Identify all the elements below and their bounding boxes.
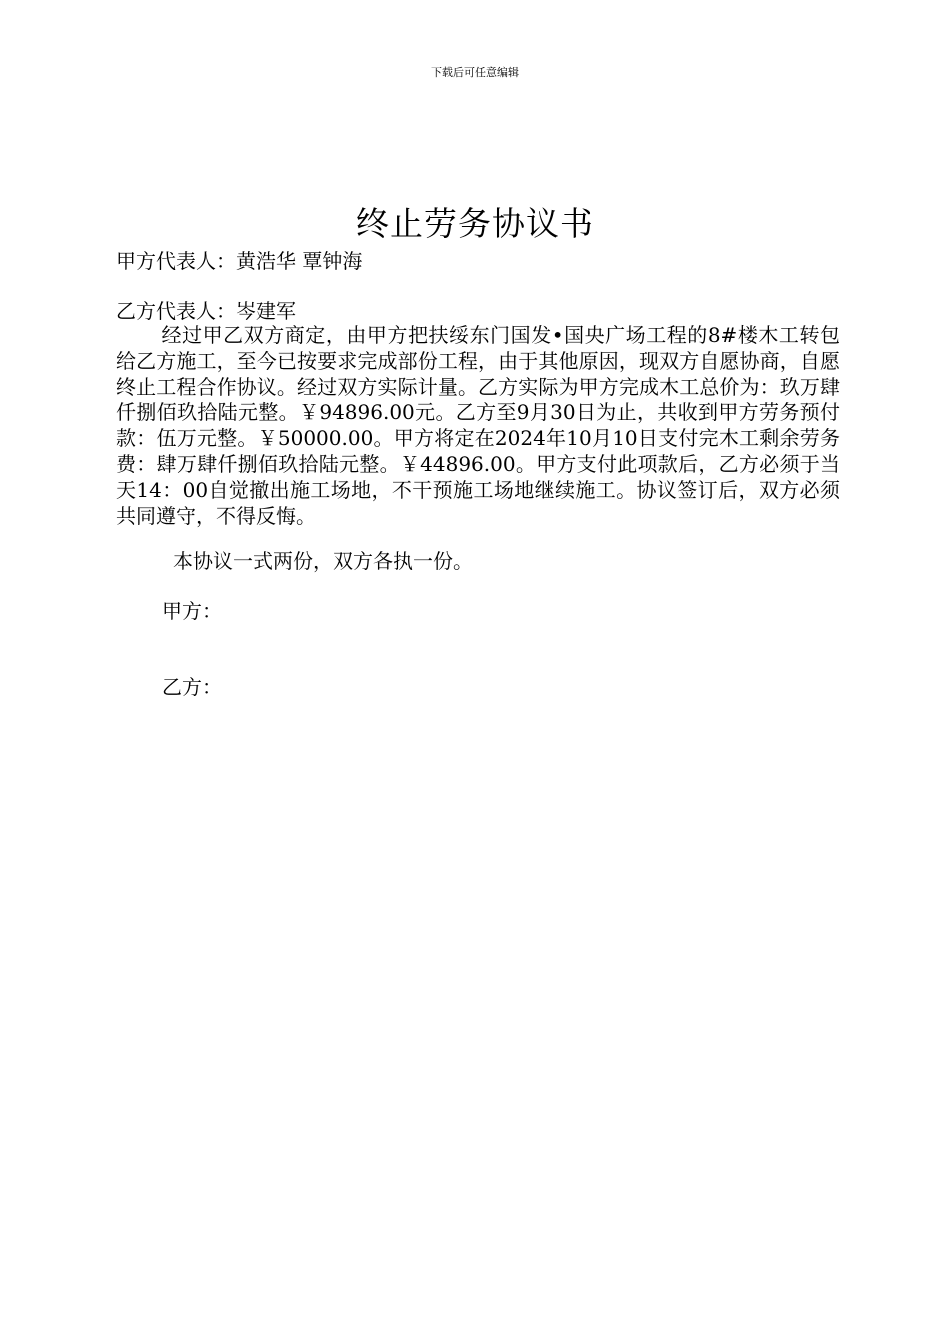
party-b-representative: 乙方代表人：岑建军 xyxy=(116,299,296,323)
header-note: 下载后可任意编辑 xyxy=(431,66,519,79)
document-title: 终止劳务协议书 xyxy=(356,204,594,243)
copies-clause: 本协议一式两份，双方各执一份。 xyxy=(173,549,473,573)
party-b-signature-label: 乙方： xyxy=(162,675,222,699)
party-a-representative: 甲方代表人：黄浩华 覃钟海 xyxy=(116,249,363,273)
agreement-body xyxy=(116,323,840,529)
agreement-text: 经过甲乙双方商定，由甲方把扶绥东门国发•国央广场工程的8#楼木工转包给乙方施工，至今已按要求完成部份工程，由于其他原因，现双方自愿协商，自愿终止工程合作协议。经过双方实际计量。乙方实际为甲方完成木工总价为：玖万肆仟捌佰玖拾陆元整。￥94896.00元。乙方至9月30日为止，共收到甲方劳务预付款：伍万元整。￥50000.00。甲方将定在2024年10月10日支付完木工剩余劳务费：肆万肆仟捌佰玖拾陆元整。￥44896.00。甲方支付此项款后，乙方必须于当天14：00自觉撤出施工场地，不干预施工场地继续施工。协议签订后，双方必须共同遵守，不得反悔。 xyxy=(116,323,840,528)
party-a-signature-label: 甲方： xyxy=(162,599,222,623)
